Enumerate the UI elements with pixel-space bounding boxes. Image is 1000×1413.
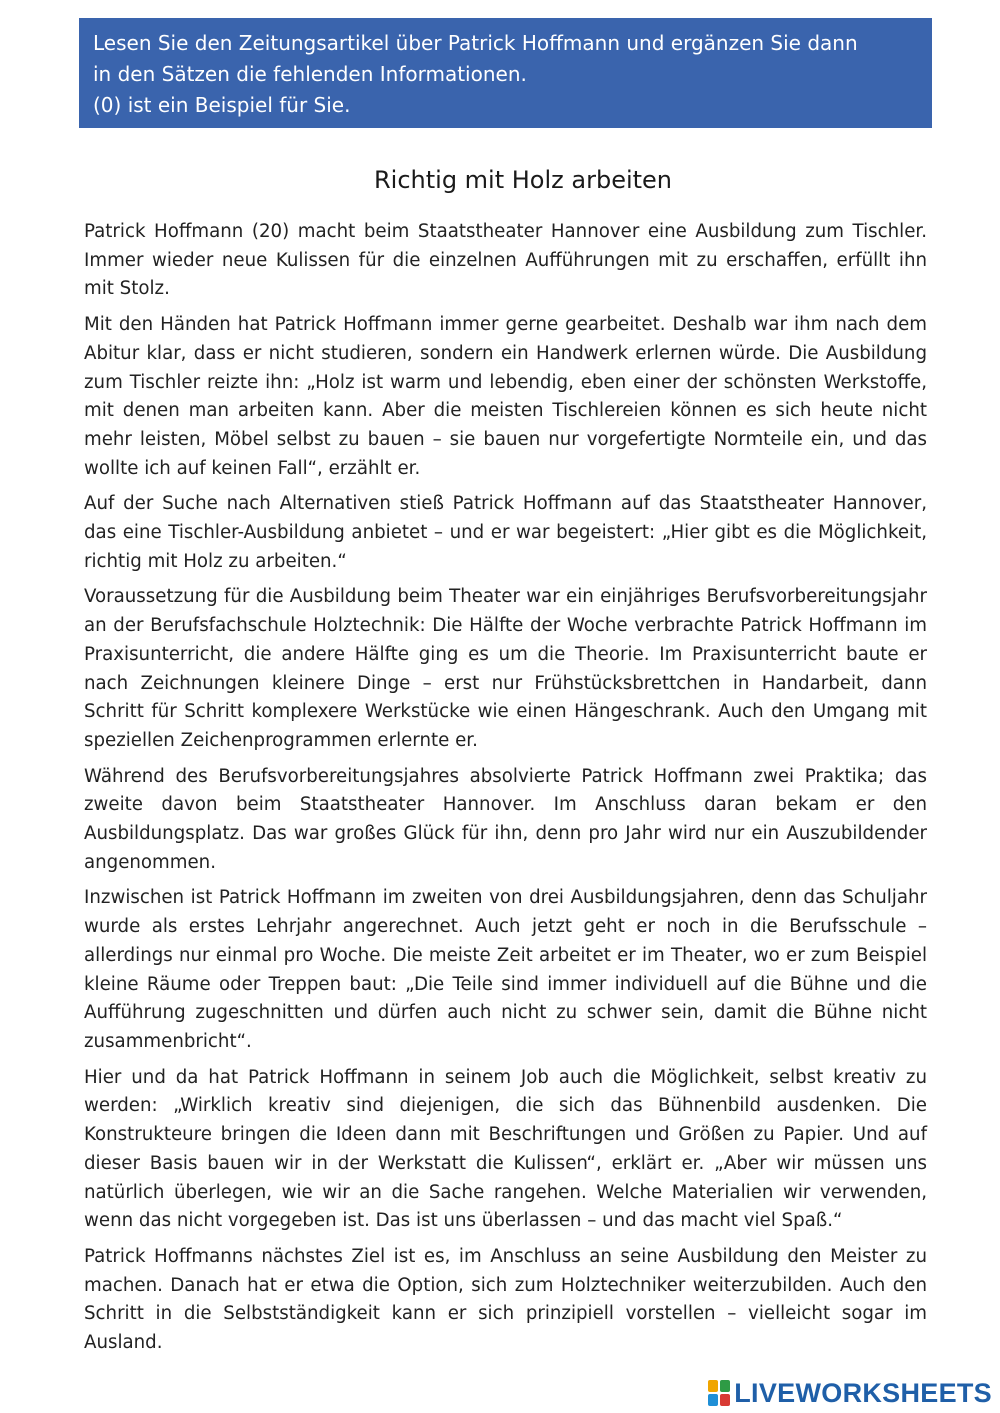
instruction-line: (0) ist ein Beispiel für Sie. [93,93,351,117]
instruction-box [79,18,932,128]
watermark-text: LIVEWORKSHEETS [734,1377,992,1408]
article-body [84,218,927,1365]
instruction-line: in den Sätzen die fehlenden Informationen. [93,62,527,86]
article-paragraph: Während des Berufsvorbereitungsjahres absolvierte Patrick Hoffmann zwei Praktika; das zweite davon beim Staatstheater Hannover. Im Anschluss daran bekam er den Ausbildungsplatz. Das war großes Glück für ihn, denn pro Jahr wird nur ein Auszubildender angenommen. [84,765,927,873]
article-paragraph: Patrick Hoffmann (20) macht beim Staatstheater Hannover eine Ausbildung zum Tischler. Immer wieder neue Kulissen für die einzelnen Aufführungen mit zu erschaffen, erfüllt ihn mit Stolz. [84,221,927,300]
article-paragraph: Hier und da hat Patrick Hoffmann in seinem Job auch die Möglichkeit, selbst kreativ zu werden: „Wirklich kreativ sind diejenigen, die sich das Bühnenbild ausdenken. Die Konstrukteure bringen die Ideen dann mit Beschriftungen und Größen zu Papier. Und auf dieser Basis bauen wir in der Werkstatt die Kulissen“, erklärt er. „Aber wir müssen uns natürlich überlegen, wie wir an die Sache rangehen. Welche Materialien wir verwenden, wenn das nicht vorgegeben ist. Das ist uns überlassen – und das macht viel Spaß.“ [84,1066,927,1232]
instruction-line: Lesen Sie den Zeitungsartikel über Patrick Hoffmann und ergänzen Sie dann [93,31,858,55]
liveworksheets-watermark [708,1376,992,1410]
article-paragraph: Patrick Hoffmanns nächstes Ziel ist es, im Anschluss an seine Ausbildung den Meister zu machen. Danach hat er etwa die Option, sich zum Holztechniker weiterzubilden. Auch den Schritt in die Selbstständigkeit kann er sich prinzipiell vorstellen – vielleicht sogar im Ausland. [84,1245,927,1354]
article-paragraph: Auf der Suche nach Alternativen stieß Patrick Hoffmann auf das Staatstheater Hannover, das eine Tischler-Ausbildung anbietet – und er war begeistert: „Hier gibt es die Möglichkeit, richtig mit Holz zu arbeiten.“ [84,493,927,572]
article-paragraph: Inzwischen ist Patrick Hoffmann im zweiten von drei Ausbildungsjahren, denn das Schuljahr wurde als erstes Lehrjahr angerechnet. Auch jetzt geht er noch in die Berufsschule – allerdings nur einmal pro Woche. Die meiste Zeit arbeitet er im Theater, wo er zum Beispiel kleine Räume oder Treppen baut: „Die Teile sind immer individuell auf die Bühne und die Aufführung zugeschnitten und dürfen auch nicht zu schwer sein, damit die Bühne nicht zusammenbricht“. [84,887,927,1052]
liveworksheets-logo-icon [708,1380,730,1406]
article-paragraph: Voraussetzung für die Ausbildung beim Theater war ein einjähriges Berufsvorbereitungsjahr an der Berufsfachschule Holztechnik: Die Hälfte der Woche verbrachte Patrick Hoffmann im Praxisunterricht, die andere Hälfte ging es um die Theorie. Im Praxisunterricht baute er nach Zeichnungen kleinere Dinge – erst nur Frühstücksbrettchen in Handarbeit, dann Schritt für Schritt komplexere Werkstücke wie einen Hängeschrank. Auch den Umgang mit speziellen Zeichenprogrammen erlernte er. [84,586,927,751]
article-title: Richtig mit Holz arbeiten [373,166,673,194]
article-paragraph: Mit den Händen hat Patrick Hoffmann immer gerne gearbeitet. Deshalb war ihm nach dem Abitur klar, dass er nicht studieren, sondern ein Handwerk erlernen würde. Die Ausbildung zum Tischler reizte ihn: „Holz ist warm und lebendig, eben einer der schönsten Werkstoffe, mit denen man arbeiten kann. Aber die meisten Tischlereien können es sich heute nicht mehr leisten, Möbel selbst zu bauen – sie bauen nur vorgefertigte Normteile ein, und das wollte ich auf keinen Fall“, erzählt er. [84,314,927,479]
